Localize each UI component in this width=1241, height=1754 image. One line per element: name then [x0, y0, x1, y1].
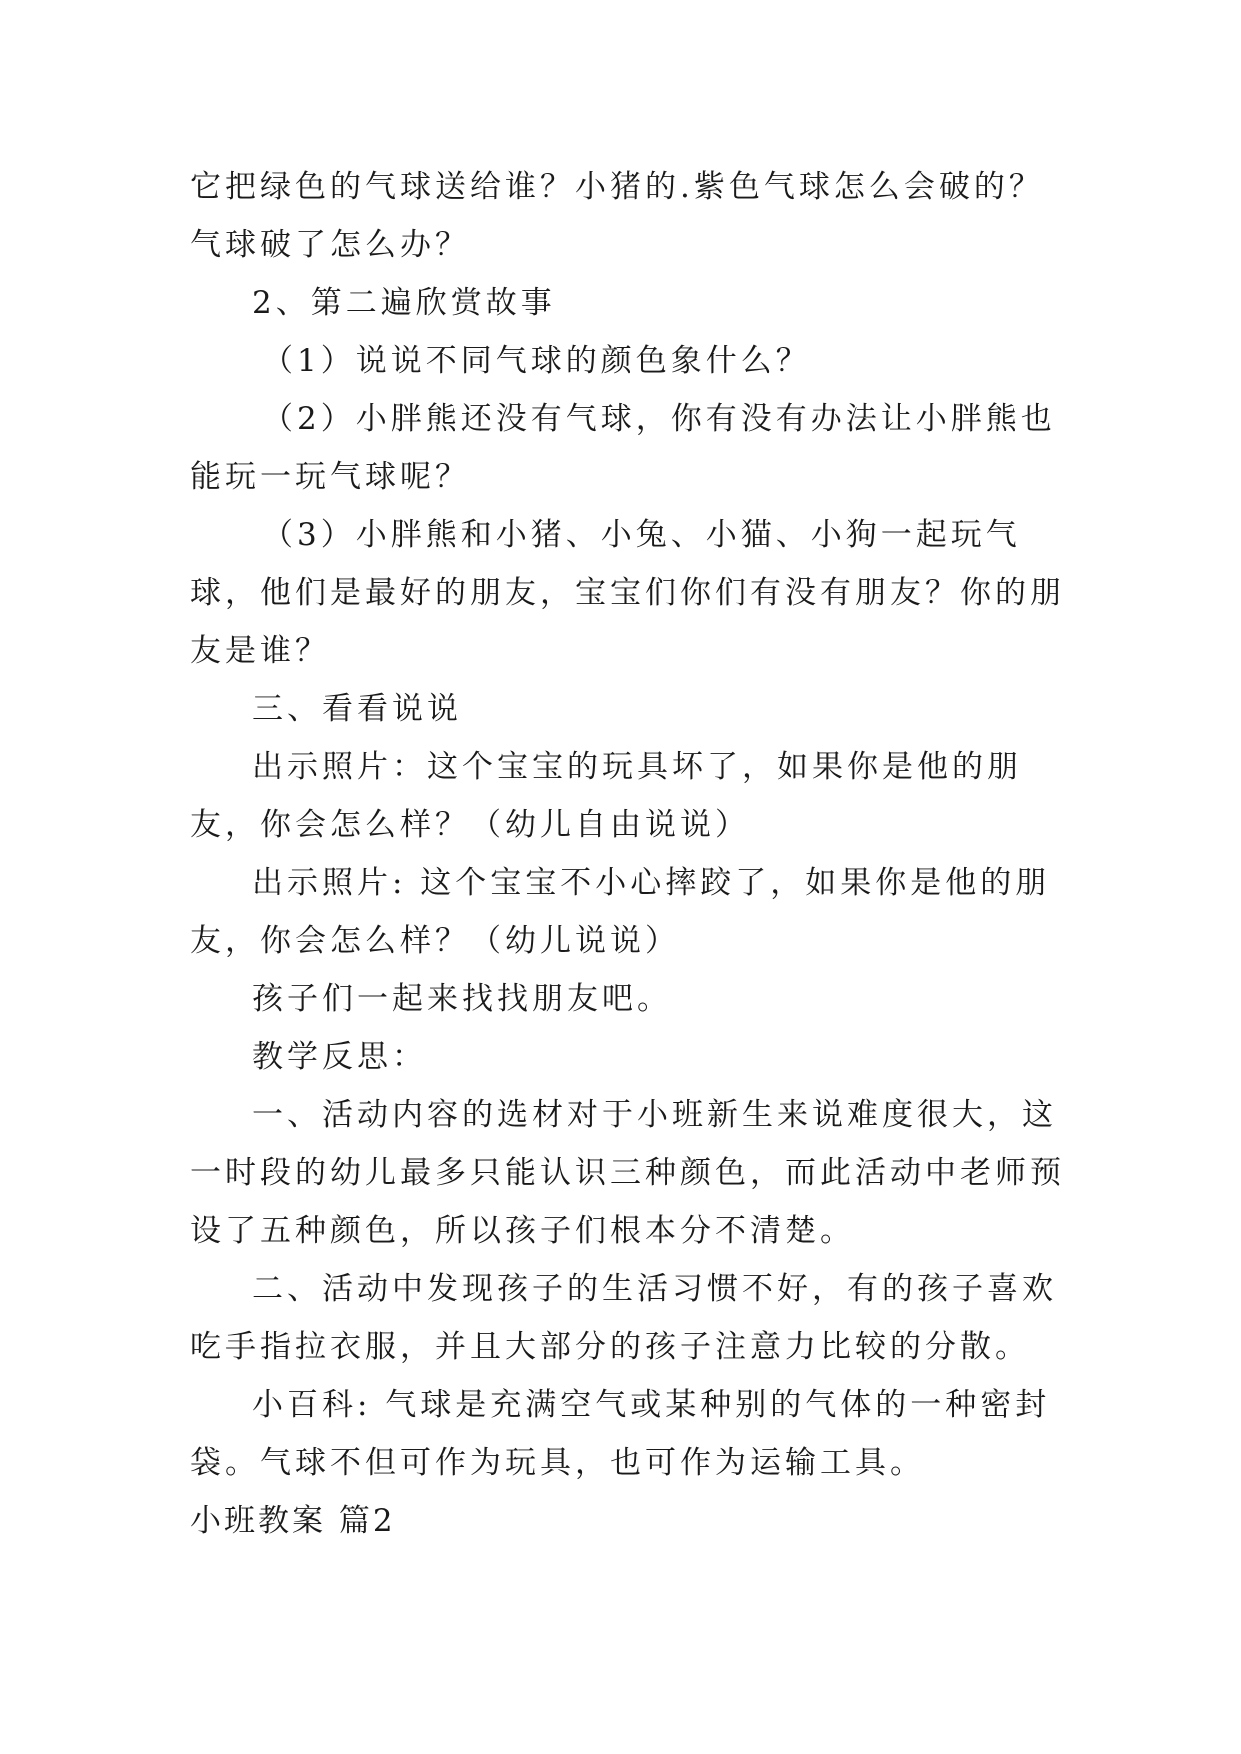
paragraph-continued-question: 它把绿色的气球送给谁？小猪的.紫色气球怎么会破的？气球破了怎么办？	[190, 169, 1044, 263]
paragraph-photo-toy: 出示照片：这个宝宝的玩具坏了，如果你是他的朋友，你会怎么样？（幼儿自由说说）	[190, 749, 1022, 843]
paragraph-reflection-1: 一、活动内容的选材对于小班新生来说难度很大，这一时段的幼儿最多只能认识三种颜色，而此活动中老师预设了五种颜色，所以孩子们根本分不清楚。	[190, 1097, 1065, 1249]
paragraph-find-friends: 孩子们一起来找找朋友吧。	[252, 981, 672, 1017]
document-body	[190, 158, 1070, 1550]
paragraph-encyclopedia: 小百科: 气球是充满空气或某种别的气体的一种密封袋。气球不但可作为玩具，也可作为运输工具。	[190, 1387, 1051, 1481]
paragraph-reflection-title: 教学反思：	[252, 1039, 427, 1075]
paragraph-photo-fall: 出示照片: 这个宝宝不小心摔跤了，如果你是他的朋友，你会怎么样？（幼儿说说）	[190, 865, 1051, 959]
paragraph-reflection-2: 二、活动中发现孩子的生活习惯不好，有的孩子喜欢吃手指拉衣服，并且大部分的孩子注意力比较的分散。	[190, 1271, 1057, 1365]
paragraph-question-3: （3）小胖熊和小猪、小兔、小猫、小狗一起玩气球，他们是最好的朋友，宝宝们你们有没有朋友？你的朋友是谁？	[190, 517, 1065, 669]
paragraph-look-and-say: 三、看看说说	[252, 691, 462, 727]
paragraph-question-2: （2）小胖熊还没有气球，你有没有办法让小胖熊也能玩一玩气球呢？	[190, 401, 1056, 495]
paragraph-question-1: （1）说说不同气球的颜色象什么？	[262, 343, 811, 379]
paragraph-second-story: 2、第二遍欣赏故事	[252, 285, 556, 321]
section-heading: 小班教案 篇2	[190, 1503, 396, 1539]
